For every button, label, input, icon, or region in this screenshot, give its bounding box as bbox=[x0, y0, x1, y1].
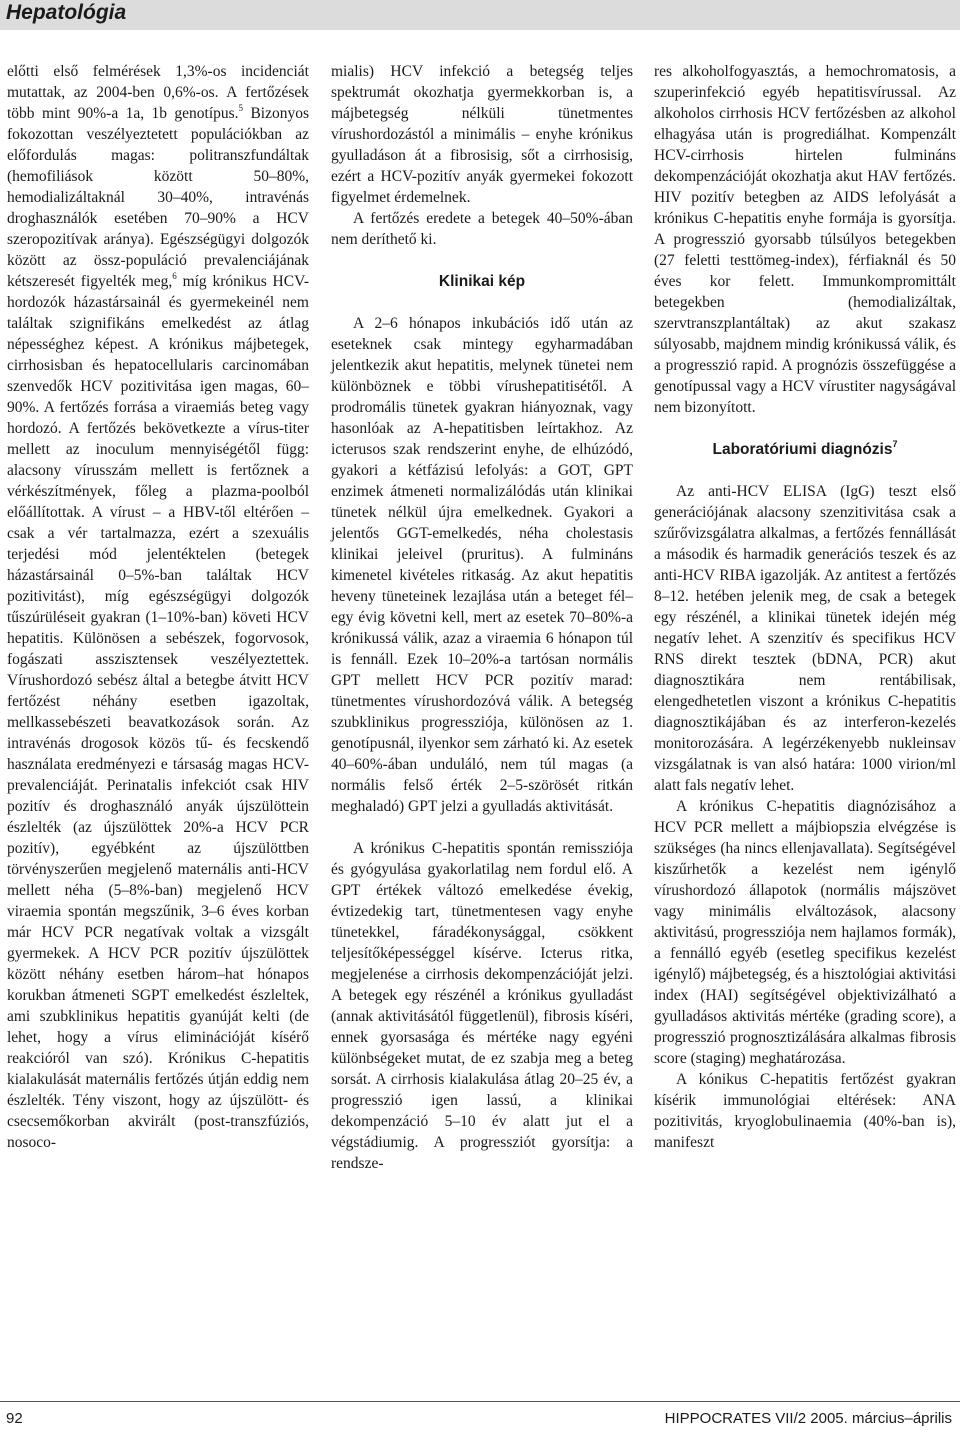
reference-mark: 5 bbox=[238, 103, 244, 113]
paragraph: A krónikus C-hepatitis diagnózisához a HCV PCR mellett a májbiopszia elvégzése is szükséges (ha nincs ellenjavallata). Segítségével kiszűrhetők a kezelést nem igénylő vírushordozó állapotok (normális májszövet vagy minimális elváltozások, alacsony aktivitású, progressziója nem hajlamos formák), a fennálló egyéb (esetleg specifikus kezelést igénylő) májbetegség, és a hisztológiai aktivitási index (HAI) segítségével objektivizálható a gyulladásos aktivitás mértéke (grading score), a progresszió prognosztizálására alkalmas fibrosis score (staging) meghatározása. bbox=[654, 798, 956, 1067]
paragraph: A krónikus C-hepatitis spontán remissziója és gyógyulása gyakorlatilag nem fordul elő. A GPT értékek változó emelkedése évekig, évtizedekig tart, tünetmentesen vagy enyhe tünetekkel, fáradékonysággal, csökkent teljesítőképességgel kísérve. Icterus ritka, megjelenése a cirrhosis dekompenzációját jelzi. A betegek egy részénél a krónikus gyulladást (annak aktivitásától függetlenül), fibrosis kíséri, ennek gyorsasága és mértéke nagy egyéni különbségeket mutat, de ez szabja meg a beteg sorsát. A cirrhosis kialakulása átlag 20–25 év, a progresszió igen lassú, a klinikai dekompenzáció 5–10 év alatt jut el a végstádiumig. A progressziót gyorsítja: a rendsze- bbox=[331, 840, 633, 1172]
section-title: Hepatológia bbox=[6, 1, 127, 24]
footer-divider bbox=[0, 1401, 960, 1402]
text-run: előtti első felmérések 1,3%-os incidenciát mutattak, az 2004-ben 0,6%-os. A fertőzések több mint 90%-a 1a, 1b genotípus. bbox=[7, 63, 309, 122]
text-column-1 bbox=[7, 61, 309, 1153]
reference-mark: 6 bbox=[172, 271, 177, 281]
section-heading: Klinikai kép bbox=[438, 273, 526, 290]
text-column-3 bbox=[654, 61, 956, 1153]
journal-citation: HIPPOCRATES VII/2 2005. március–április bbox=[664, 1410, 952, 1427]
page-number: 92 bbox=[6, 1410, 23, 1427]
text-run: míg krónikus HCV-hordozók házastársainál és gyermekeinél nem találtak szignifikáns emelkedést az átlag népességhez képest. A krónikus májbetegek, cirrhosisban és hepatocellularis carcinomában szenvedők HCV pozitivitása igen magas, 60–90%. A fertőzés forrása a viraemiás beteg vagy hordozó. A fertőzés bekövetkezte a vírus-titer mellett az inoculum mennyiségétől függ: alacsony vírusszám mellett is fertőznek a vérkészítmények, főleg a plazma-poolból előállítottak. A vírust – a HBV-től eltérően – csak a vér tartalmazza, ezért a szexuális terjedési mód jelentéktelen (betegek házastársainál 0–5%-ban találtak HCV pozitivitást), míg egészségügyi dolgozók tűszúrüléseit gyakran (1–10%-ban) követi HCV hepatitis. Különösen a sebészek, fogorvosok, fogászati asszisztensek veszélyeztettek. Vírushordozó sebész által a betegbe átvitt HCV fertőzést néhány esetben igazoltak, mellkassebészeti beavatkozások során. Az intravénás drogosok közös tű- és fecskendő használata eredményezi e társaság magas HCV-prevalenciáját. Perinatalis infekciót csak HIV pozitív és droghasználó anyák újszülöttein észlelték (az újszülöttek 20%-a HCV PCR pozitív), egyébként az újszülöttben törvényszerűen megjelenő maternális anti-HCV mellett néha (5–8%-ban) megjelenő HCV viraemia spontán megszűnik, 3–6 éves korban már HCV PCR negatívak voltak a vizsgált gyermekek. A HCV PCR pozitív újszülöttek között néhány esetben három–hat hónapos korukban átmeneti SGPT emelkedést észleltek, ami szubklinikus hepatitis gyanúját kelti (de lehet, hogy a vírus eliminációját kísérő reakcióról van szó). Krónikus C-hepatitis kialakulását maternális fertőzés útján eddig nem észlelték. Tény viszont, hogy az újszülött- és csecsemőkorban akvirált (post-transzfúziós, nosoco- bbox=[7, 273, 310, 1151]
paragraph: A fertőzés eredete a betegek 40–50%-ában nem deríthető ki. bbox=[331, 210, 633, 248]
heading-text: Laboratóriumi diagnózis bbox=[712, 441, 893, 458]
text-run: Bizonyos fokozottan veszélyeztetett populációkban az előfordulás magas: politranszfundáltak (hemofiliások között 50–80%, hemodializáltaknál 30–40%, intravénás droghasználók esetében 70–90% a HCV szeropozitívak aránya). Egészségügyi dolgozók között az össz-populáció prevalenciájának kétszeresét figyelték meg, bbox=[7, 105, 309, 290]
paragraph: mialis) HCV infekció a betegség teljes spektrumát okozhatja gyermekkorban is, a májbetegség nélküli tünetmentes vírushordozástól a minimális – enyhe krónikus gyulladáson át a fibrosisig, sőt a cirrhosisig, ezért a HCV-pozitív anyák gyermekei fokozott figyelmet érdemelnek. bbox=[331, 63, 633, 206]
paragraph: res alkoholfogyasztás, a hemochromatosis, a szuperinfekció egyéb hepatitisvírussal. Az alkoholos cirrhosis HCV fertőzésben az alkohol elhagyása után is progrediálhat. Kompenzált HCV-cirrhosis hirtelen fulmináns dekompenzációját okozhatja akut HAV fertőzés. HIV pozitív betegben az AIDS lefolyását a krónikus C-hepatitis enyhe formája is gyorsítja. A progresszió gyorsabb túlsúlyos betegekben (27 feletti testtömeg-index), férfiaknál és 50 éves kor felett. Immunkompromittált betegekben (hemodializáltak, szervtranszplantáltak) az akut szakasz súlyosabb, majdnem mindig krónikussá válik, és a progresszió rapid. A prognózis összefüggése a genotípussal vagy a HCV vírustiter nagyságával nem bizonyított. bbox=[654, 63, 956, 416]
section-heading bbox=[654, 439, 956, 460]
paragraph: A kónikus C-hepatitis fertőzést gyakran kísérik immunológiai eltérések: ANA pozitivitás, kryoglobulinaemia (40%-ban is), manifeszt bbox=[654, 1071, 956, 1151]
paragraph: Az anti-HCV ELISA (IgG) teszt első generációjának alacsony szenzitivitása csak a szűrővizsgálatra alkalmas, a fertőzés fennállását a második és harmadik generációs teszek és az anti-HCV RIBA igazolják. Az antitest a fertőzés 8–12. hetében jelenik meg, de csak a betegek egy részénél, a klinikai tünetek idején még negatív lehet. A szenzitív és specifikus HCV RNS direkt tesztek (bDNA, PCR) akut diagnosztikára nem rentábilisak, elengedhetetlen viszont a krónikus C-hepatitis diagnosztikájában és az interferon-kezelés monitorozására. A legérzékenyebb nukleinsav vizsgálatnak is van alsó határa: 1000 virion/ml alatt fals negatív lehet. bbox=[654, 483, 956, 794]
reference-mark: 7 bbox=[892, 439, 898, 449]
paragraph: A 2–6 hónapos inkubációs idő után az eseteknek csak mintegy egyharmadában jelentkezik akut hepatitis, melynek tünetei nem különböznek e többi vírushepatitisétől. A prodromális tünetek gyakran hiányoznak, vagy hasonlóak az A-hepatitisben leírtakhoz. Az icterusos szak rendszerint enyhe, de elhúzódó, gyakori a kétfázisú lefolyás: a GOT, GPT enzimek átmeneti normalizálódás után klinikai tünetek nélkül újra emelkednek. Gyakori a jelentős GGT-emelkedés, néha cholestasis klinikai jeleivel (pruritus). A fulmináns kimenetel kivételes ritkaság. Az akut hepatitis heveny tüneteinek lezajlása után a beteget fél–egy évig követni kell, mert az esetek 70–80%-a krónikussá válik, azaz a viraemia 6 hónapon túl is fennáll. Ezek 10–20%-a tartósan normális GPT mellett HCV PCR pozitív marad: tünetmentes vírushordozóvá válik. A betegség szubklinikus progressziója, különösen az 1. genotípusnál, ilyenkor sem zárható ki. Az esetek 40–60%-ában unduláló, nem túl magas (a normális felső érték 2–5-szörösét ritkán meghaladó) GPT jelzi a gyulladás aktivitását. bbox=[331, 315, 633, 815]
paragraph bbox=[7, 61, 309, 1153]
section-header bbox=[0, 0, 960, 30]
text-column-2 bbox=[331, 61, 633, 1174]
